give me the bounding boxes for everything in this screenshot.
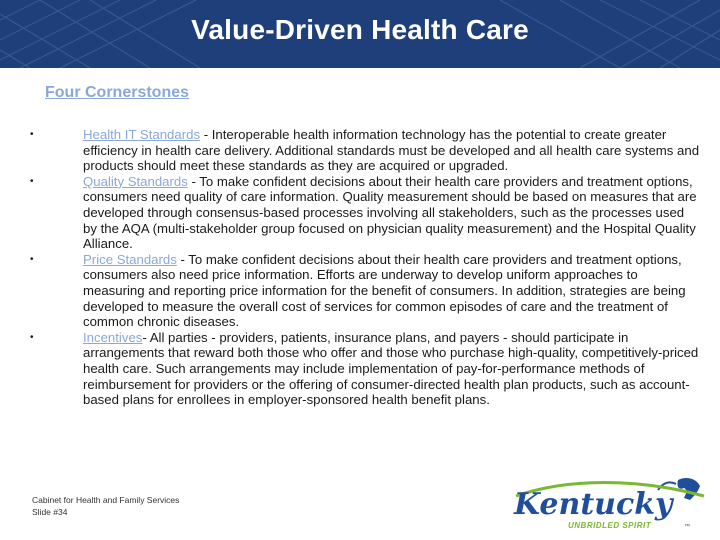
cornerstones-list bbox=[30, 127, 700, 408]
list-item bbox=[30, 174, 700, 252]
section-subtitle[interactable]: Four Cornerstones bbox=[45, 84, 190, 101]
slide-footer bbox=[32, 494, 179, 518]
title-banner bbox=[0, 0, 720, 68]
term-link[interactable]: Incentives bbox=[83, 329, 143, 345]
bullet-icon: • bbox=[30, 175, 34, 187]
item-text: - All parties - providers, patients, insurance plans, and payers - should participate in arrangements that reward both those who offer and those who purchase high-quality, competitively-priced health care. Such arrangements may include implementation of pay-for-performance methods of reimbursement for providers or the offering of consumer-directed health plan products, such as account-based plans for enrollees in employer-sponsored health benefit plans. bbox=[83, 329, 699, 408]
item-text: - To make confident decisions about their health care providers and treatment options, consumers need quality of care information. Quality measurement should be based on measures that are developed through consensus-based processes involving all stakeholders, such as the processes used by the AQA (multi-stakeholder group focused on physician quality measurement) and the Hospital Quality Alliance. bbox=[83, 173, 697, 252]
list-item bbox=[30, 127, 700, 174]
term-link[interactable]: Price Standards bbox=[83, 251, 177, 267]
trademark-mark: ™ bbox=[684, 524, 690, 530]
term-link[interactable]: Health IT Standards bbox=[83, 127, 201, 142]
bullet-icon: • bbox=[30, 331, 34, 343]
list-item bbox=[30, 330, 700, 408]
page-title: Value-Driven Health Care bbox=[191, 14, 529, 45]
logo-wordmark: Kentucky bbox=[514, 487, 673, 522]
logo-tagline: UNBRIDLED SPIRIT bbox=[568, 521, 652, 530]
term-link[interactable]: Quality Standards bbox=[83, 173, 188, 189]
bullet-icon: • bbox=[30, 129, 34, 140]
slide-number: Slide #34 bbox=[32, 507, 68, 517]
bullet-icon: • bbox=[30, 253, 34, 265]
footer-org: Cabinet for Health and Family Services bbox=[32, 495, 180, 505]
item-text: - To make confident decisions about their health care providers and treatment options, consumers also need price information. Efforts are underway to develop uniform approaches to measuring and reporting price information for the benefit of consumers. In addition, strategies are being developed to measure the overall cost of services for common episodes of care and the treatment of common chronic diseases. bbox=[83, 251, 686, 330]
list-item bbox=[30, 252, 700, 330]
kentucky-logo bbox=[508, 474, 708, 534]
item-text: - Interoperable health information technology has the potential to create greater efficiency in health care delivery. Additional standards must be developed and all health care systems and products should meet these standards as they are acquired or upgraded. bbox=[83, 127, 700, 174]
